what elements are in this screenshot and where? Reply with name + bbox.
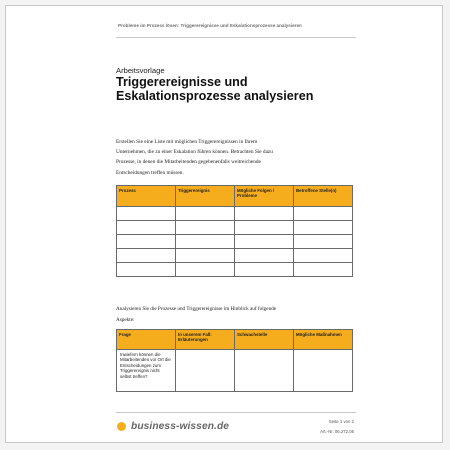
analysis-instructions bbox=[116, 304, 356, 326]
intro-paragraph bbox=[116, 137, 316, 178]
column-header-frage: Frage bbox=[117, 330, 176, 350]
table-cell[interactable] bbox=[176, 249, 235, 263]
table-row bbox=[117, 263, 353, 277]
table-cell[interactable] bbox=[294, 350, 353, 392]
table-cell[interactable] bbox=[117, 249, 176, 263]
page-number: Seite 1 von 2 bbox=[328, 419, 354, 424]
table-header-row bbox=[117, 330, 353, 350]
table-cell[interactable] bbox=[235, 207, 294, 221]
column-header-prozess: Prozess bbox=[117, 186, 176, 207]
article-number: Art.-Nr. 06.272.06 bbox=[320, 429, 354, 434]
table-cell[interactable] bbox=[235, 235, 294, 249]
table-row bbox=[117, 249, 353, 263]
column-header-massnahmen: Mögliche Maßnahmen bbox=[294, 330, 353, 350]
question-cell: Inwiefern können die Mitarbeitenden vor Ort die Entscheidungen zum Triggerereignis nicht selbst treffen? bbox=[117, 350, 176, 392]
brand-logo bbox=[117, 421, 229, 432]
table-cell[interactable] bbox=[294, 263, 353, 277]
footer-divider bbox=[116, 412, 356, 413]
instruction-line: Analysieren Sie die Prozesse und Triggerereignisse im Hinblick auf folgende bbox=[116, 306, 277, 312]
analysis-table bbox=[116, 329, 353, 392]
column-header-folgen: Mögliche Folgen / Probleme bbox=[235, 186, 294, 207]
table-cell[interactable] bbox=[294, 207, 353, 221]
table-cell[interactable] bbox=[176, 350, 235, 392]
table-cell[interactable] bbox=[176, 263, 235, 277]
table-cell[interactable] bbox=[294, 235, 353, 249]
document-page bbox=[5, 5, 443, 443]
table-cell[interactable] bbox=[294, 249, 353, 263]
table-cell[interactable] bbox=[235, 249, 294, 263]
table-cell[interactable] bbox=[176, 221, 235, 235]
table-cell[interactable] bbox=[117, 263, 176, 277]
instruction-line: Aspekte: bbox=[116, 317, 135, 323]
column-header-erlaeuterungen: In unserem Fall: Erläuterungen bbox=[176, 330, 235, 350]
table-row bbox=[117, 221, 353, 235]
table-row bbox=[117, 207, 353, 221]
header-divider bbox=[116, 37, 356, 38]
column-header-betroffene-stellen: Betroffene Stelle(n) bbox=[294, 186, 353, 207]
column-header-schwachstelle: Schwachstelle bbox=[235, 330, 294, 350]
document-title: Triggerereignisse und Eskalationsprozesse analysieren bbox=[116, 75, 314, 103]
intro-line: Prozesse, in denen die Mitarbeitenden gegebenenfalls weitreichende bbox=[116, 159, 261, 166]
table-header-row bbox=[117, 186, 353, 207]
table-cell[interactable] bbox=[294, 221, 353, 235]
table-cell[interactable] bbox=[117, 235, 176, 249]
running-header: Probleme im Prozess lösen: Triggerereignisse und Eskalationsprozesse analysieren bbox=[118, 23, 302, 28]
table-row bbox=[117, 350, 353, 392]
table-cell[interactable] bbox=[176, 235, 235, 249]
table-cell[interactable] bbox=[235, 221, 294, 235]
table-cell[interactable] bbox=[235, 350, 294, 392]
table-cell[interactable] bbox=[235, 263, 294, 277]
table-cell[interactable] bbox=[117, 221, 176, 235]
logo-dot-icon bbox=[117, 422, 126, 431]
intro-line: Unternehmen, die zu einer Eskalation führen können. Betrachten Sie dazu bbox=[116, 149, 273, 156]
page-info bbox=[308, 417, 354, 437]
table-row bbox=[117, 235, 353, 249]
intro-line: Entscheidungen treffen müssen. bbox=[116, 169, 184, 176]
table-cell[interactable] bbox=[117, 207, 176, 221]
document-kicker: Arbeitsvorlage bbox=[116, 66, 165, 75]
intro-line: Erstellen Sie eine Liste mit möglichen Triggerereignissen in Ihrem bbox=[116, 139, 258, 145]
trigger-events-table bbox=[116, 185, 353, 277]
column-header-triggerereignis: Triggerereignis bbox=[176, 186, 235, 207]
logo-text: business-wissen.de bbox=[131, 421, 230, 432]
table-cell[interactable] bbox=[176, 207, 235, 221]
